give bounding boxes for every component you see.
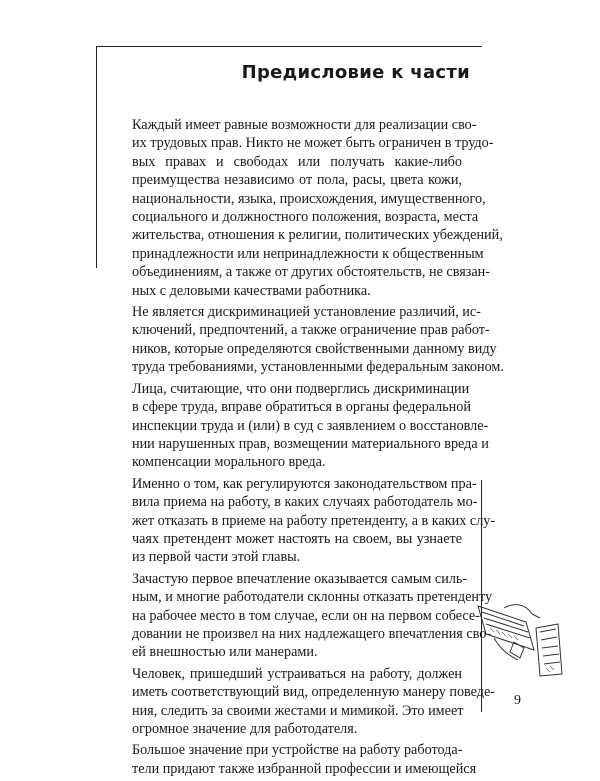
text-line: их трудовых прав. Никто не может быть ограничен в трудо- [132, 135, 494, 152]
text-line: инспекции труда и (или) в суд с заявлением о восстановле- [132, 417, 489, 434]
text-line: ключений, предпочтений, а также ограничение прав работ- [132, 322, 490, 339]
paragraph [116, 741, 477, 778]
text-line: жет отказать в приеме на работу претенденту, а в каких слу- [132, 512, 496, 529]
text-line: национальности, языка, происхождения, имущественного, [132, 190, 486, 207]
text-line: компенсации морального вреда. [132, 454, 326, 471]
text-line: принадлежности или непринадлежности к общественным [132, 245, 484, 262]
text-line: ных с деловыми качествами работника. [132, 282, 371, 299]
text-line: жительства, отношения к религии, политических убеждений, [132, 227, 503, 244]
text-line: Человек, пришедший устраиваться на работу, должен [132, 665, 462, 682]
text-line: Именно о том, как регулируются законодательством пра- [132, 475, 477, 492]
text-line: вила приема на работу, в каких случаях работодатель мо- [132, 494, 478, 511]
text-line: иметь соответствующий вид, определенную манеру поведе- [132, 684, 496, 701]
body-text [116, 116, 504, 781]
paragraph [116, 380, 489, 472]
text-line: Большое значение при устройстве на работу работода- [132, 742, 463, 759]
frame-top-rule [96, 46, 482, 47]
text-line: довании не произвел на них надлежащего впечатления сво- [132, 625, 492, 642]
text-line: в сфере труда, вправе обратиться в органы федеральной [132, 399, 471, 416]
paragraph [116, 570, 493, 662]
text-line: ей внешностью или манерами. [132, 644, 318, 661]
text-line: Каждый имеет равные возможности для реализации сво- [132, 117, 477, 133]
page-number: 9 [514, 693, 521, 708]
text-line: из первой части этой главы. [132, 549, 301, 566]
text-line: Не является дискриминацией установление различий, ис- [132, 304, 481, 321]
text-line: на рабочее место в том случае, если он на первом собесе- [132, 607, 480, 624]
text-line: объединениям, а также от других обстоятельств, не связан- [132, 264, 490, 281]
text-line: труда требованиями, установленными федеральным законом. [132, 359, 504, 376]
sketch-illustration [474, 598, 566, 678]
frame-left-rule [96, 46, 97, 268]
page-title: Предисловие к части [241, 62, 470, 83]
text-line: вых правах и свободах или получать какие-либо [132, 153, 462, 170]
text-line: Лица, считающие, что они подверглись дискриминации [132, 380, 470, 397]
paragraph [116, 303, 504, 377]
text-line: ников, которые определяются свойственными данному виду [132, 340, 497, 357]
text-line: Зачастую первое впечатление оказывается самым силь- [132, 570, 468, 587]
text-line: социального и должностного положения, возраста, места [132, 209, 479, 226]
text-line: нии нарушенных прав, возмещении материального вреда и [132, 435, 489, 452]
text-line: ния, следить за своими жестами и мимикой. Это имеет [132, 702, 464, 719]
paragraph [116, 665, 496, 739]
text-line: тели придают также избранной профессии и имеющейся [132, 760, 477, 777]
text-line: преимущества независимо от пола, расы, цвета кожи, [132, 172, 462, 189]
paragraph [116, 116, 503, 300]
text-line: огромное значение для работодателя. [132, 721, 358, 737]
paragraph [116, 475, 496, 567]
text-line: ным, и многие работодатели склонны отказать претенденту [132, 589, 493, 606]
text-line: чаях претендент может настоять на своем, вы узнаете [132, 530, 462, 547]
